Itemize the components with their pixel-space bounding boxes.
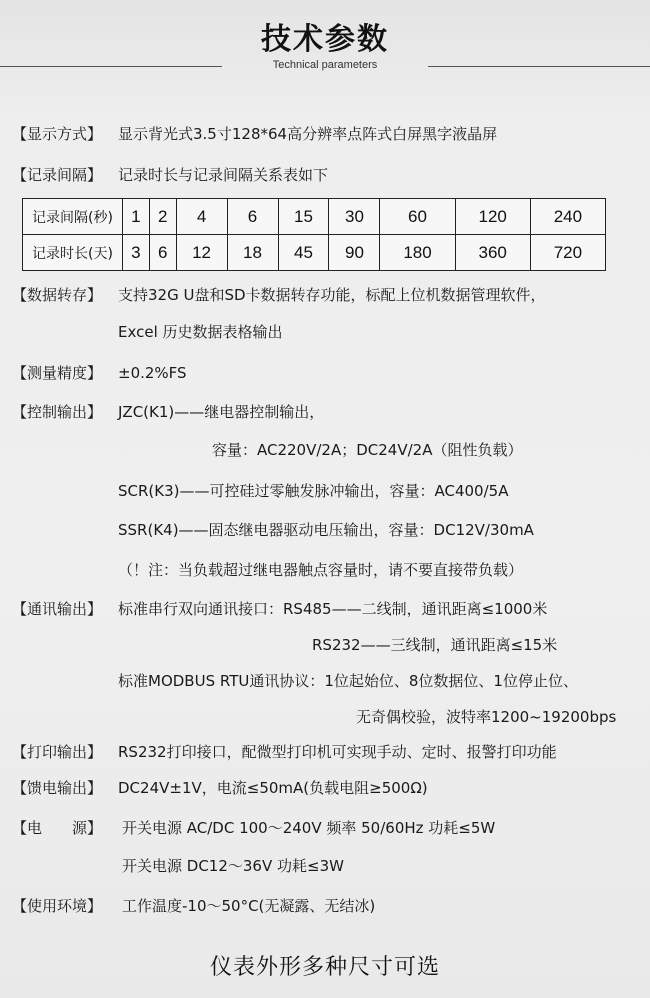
control-note: （！注：当负载超过继电器触点容量时，请不要直接带负载）: [118, 561, 524, 579]
table-head-interval: 记录间隔(秒): [23, 199, 123, 235]
table-cell: 240: [530, 199, 605, 235]
table-head-duration: 记录时长(天): [23, 235, 123, 271]
table-cell: 6: [227, 199, 278, 235]
record-value: 记录时长与记录间隔关系表如下: [118, 166, 329, 184]
table-cell: 15: [278, 199, 329, 235]
table-cell: 120: [455, 199, 530, 235]
title-rule-right: [428, 66, 650, 67]
accuracy-label: 【测量精度】: [12, 364, 103, 382]
table-cell: 12: [176, 235, 227, 271]
comm-line-3: 标准MODBUS RTU通讯协议：1位起始位、8位数据位、1位停止位、: [118, 672, 578, 690]
table-cell: 4: [176, 199, 227, 235]
table-cell: 45: [278, 235, 329, 271]
title-block: [0, 14, 650, 72]
accuracy-value: ±0.2%FS: [118, 364, 187, 382]
control-line-3: SCR(K3)——可控硅过零触发脉冲输出，容量：AC400/5A: [118, 482, 509, 500]
table-cell: 3: [123, 235, 150, 271]
print-label: 【打印输出】: [12, 743, 103, 761]
table-cell: 1: [123, 199, 150, 235]
control-line-2: 容量：AC220V/2A；DC24V/2A（阻性负载）: [212, 441, 523, 459]
table-cell: 60: [380, 199, 455, 235]
page-title: 技术参数: [261, 22, 389, 57]
transfer-line-1: 支持32G U盘和SD卡数据转存功能，标配上位机数据管理软件，: [118, 286, 546, 304]
print-value: RS232打印接口，配微型打印机可实现手动、定时、报警打印功能: [118, 743, 557, 761]
comm-label: 【通讯输出】: [12, 600, 103, 618]
table-cell: 90: [329, 235, 380, 271]
comm-line-4: 无奇偶校验，波特率1200~19200bps: [356, 708, 617, 726]
display-label: 【显示方式】: [12, 125, 103, 143]
env-label: 【使用环境】: [12, 897, 103, 915]
table-cell: 18: [227, 235, 278, 271]
control-line-4: SSR(K4)——固态继电器驱动电压输出，容量：DC12V/30mA: [118, 521, 534, 539]
control-line-1: JZC(K1)——继电器控制输出，: [118, 403, 325, 421]
table-cell: 180: [380, 235, 455, 271]
power-label: 【电 源】: [12, 819, 103, 837]
power-line-1: 开关电源 AC/DC 100～240V 频率 50/60Hz 功耗≤5W: [122, 819, 496, 837]
record-label: 【记录间隔】: [12, 166, 103, 184]
env-value: 工作温度-10～50°C(无凝露、无结冰): [122, 897, 376, 915]
transfer-line-2: Excel 历史数据表格输出: [118, 323, 283, 341]
record-table: [22, 198, 606, 271]
title-rule: [0, 60, 650, 72]
table-row-duration: [23, 235, 606, 271]
table-cell: 6: [149, 235, 176, 271]
table-cell: 720: [530, 235, 605, 271]
power-line-2: 开关电源 DC12～36V 功耗≤3W: [122, 857, 344, 875]
comm-line-2: RS232——三线制，通讯距离≤15米: [312, 636, 558, 654]
table-row-interval: [23, 199, 606, 235]
transfer-label: 【数据转存】: [12, 286, 103, 304]
table-cell: 30: [329, 199, 380, 235]
page-subtitle: Technical parameters: [272, 59, 378, 71]
table-cell: 2: [149, 199, 176, 235]
footer-note: 仪表外形多种尺寸可选: [209, 955, 440, 980]
control-label: 【控制输出】: [12, 403, 103, 421]
feed-value: DC24V±1V，电流≤50mA(负载电阻≥500Ω): [118, 779, 428, 797]
display-value: 显示背光式3.5寸128*64高分辨率点阵式白屏黑字液晶屏: [118, 125, 498, 143]
comm-line-1: 标准串行双向通讯接口：RS485——二线制，通讯距离≤1000米: [118, 600, 548, 618]
feed-label: 【馈电输出】: [12, 779, 103, 797]
table-cell: 360: [455, 235, 530, 271]
